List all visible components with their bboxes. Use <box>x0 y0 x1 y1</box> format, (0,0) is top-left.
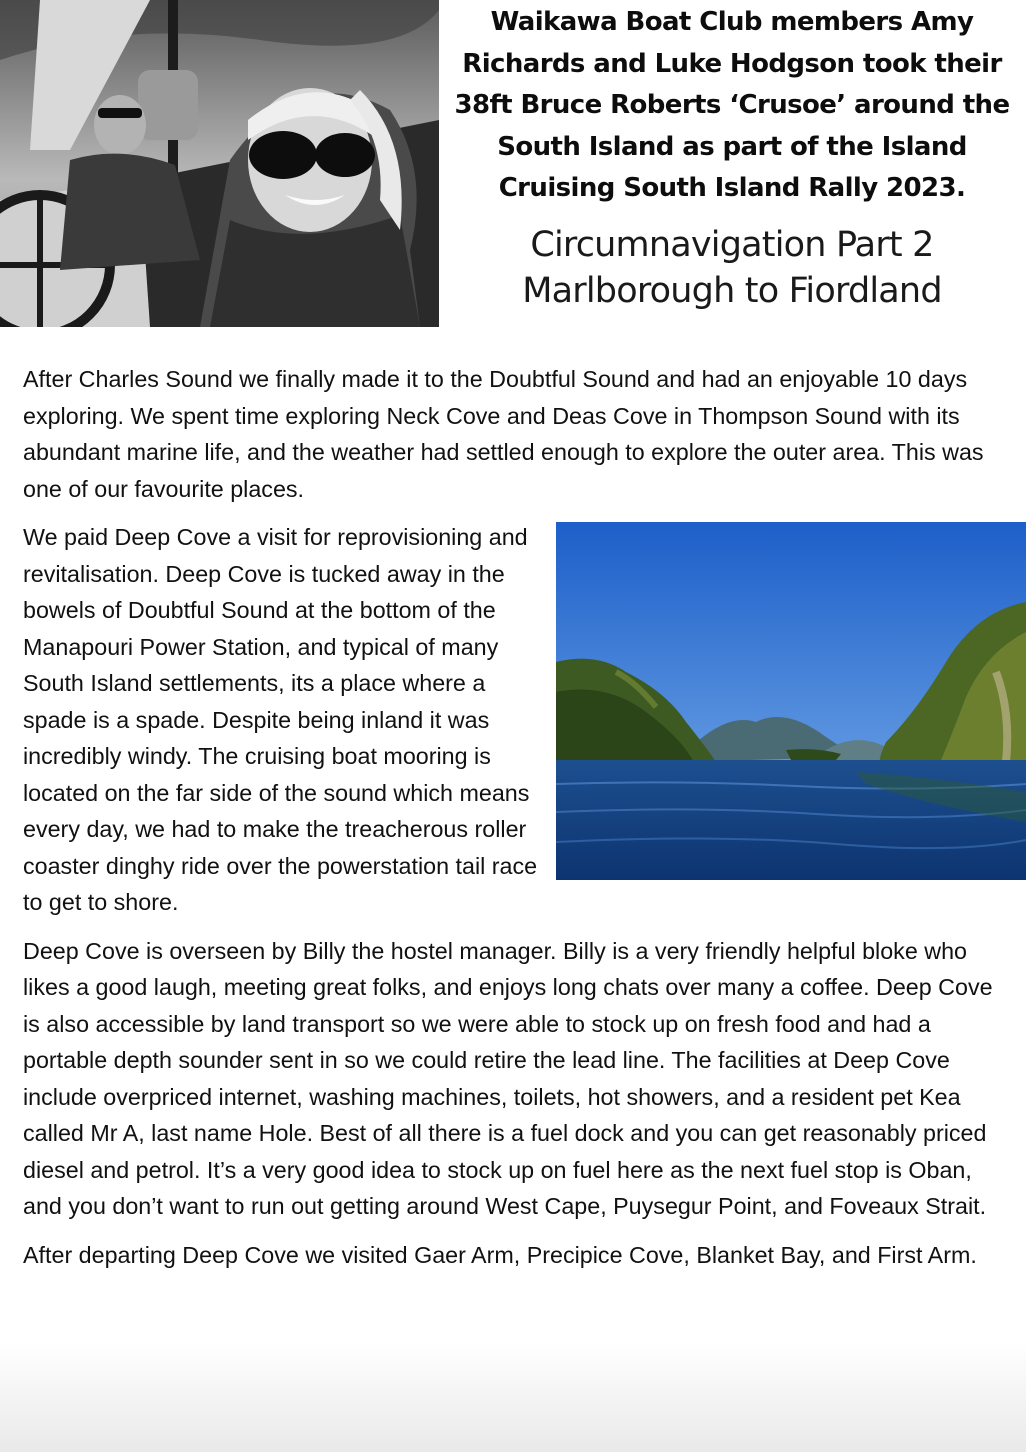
page-bottom-shading <box>0 1342 1026 1452</box>
headline-block <box>452 0 1012 327</box>
hero-photo-illustration <box>0 0 439 327</box>
paragraph-4: After departing Deep Cove we visited Gaer Arm, Precipice Cove, Blanket Bay, and First Arm. <box>23 1241 977 1268</box>
article-title-line-1: Circumnavigation Part 2 <box>530 224 934 265</box>
paragraph-1: After Charles Sound we finally made it to the Doubtful Sound and had an enjoyable 10 days exploring. We spent time exploring Neck Cove and Deas Cove in Thompson Sound with its abundant marine life, and the weather had settled enough to explore the outer area. This was one of our favourite places. <box>23 366 984 502</box>
fiord-photo-illustration <box>556 522 1026 880</box>
article-title-line-2: Marlborough to Fiordland <box>522 270 942 311</box>
article-body <box>23 361 1003 1285</box>
paragraph-3: Deep Cove is overseen by Billy the hostel manager. Billy is a very friendly helpful bloke who likes a good laugh, meeting great folks, and enjoys long chats over many a coffee. Deep Cove is also accessible by land transport so we were able to stock up on fresh food and had a portable depth sounder sent in so we could retire the lead line. The facilities at Deep Cove include overpriced internet, washing machines, toilets, hot showers, and a resident pet Kea called Mr A, last name Hole. Best of all there is a fuel dock and you can get reasonably priced diesel and petrol. It’s a very good idea to stock up on fuel here as the next fuel stop is Oban, and you don’t want to run out getting around West Cape, Puysegur Point, and Foveaux Strait. <box>23 937 993 1219</box>
hero-photo <box>0 0 439 327</box>
fiord-photo <box>556 522 1026 880</box>
article-title <box>452 222 1012 314</box>
paragraph-2: We paid Deep Cove a visit for reprovisioning and revitalisation. Deep Cove is tucked away in the bowels of Doubtful Sound at the bottom of the Manapouri Power Station, and typical of many South Island settlements, its a place where a spade is a spade. Despite being inland it was incredibly windy. The cruising boat mooring is located on the far side of the sound which means every day, we had to make the treacherous roller coaster dinghy ride over the powerstation tail race to get to shore. <box>23 524 538 915</box>
intro-text: Waikawa Boat Club members Amy Richards and Luke Hodgson took their 38ft Bruce Roberts ‘Crusoe’ around the South Island as part of the Island Cruising South Island Rally 2023. <box>454 7 1010 203</box>
